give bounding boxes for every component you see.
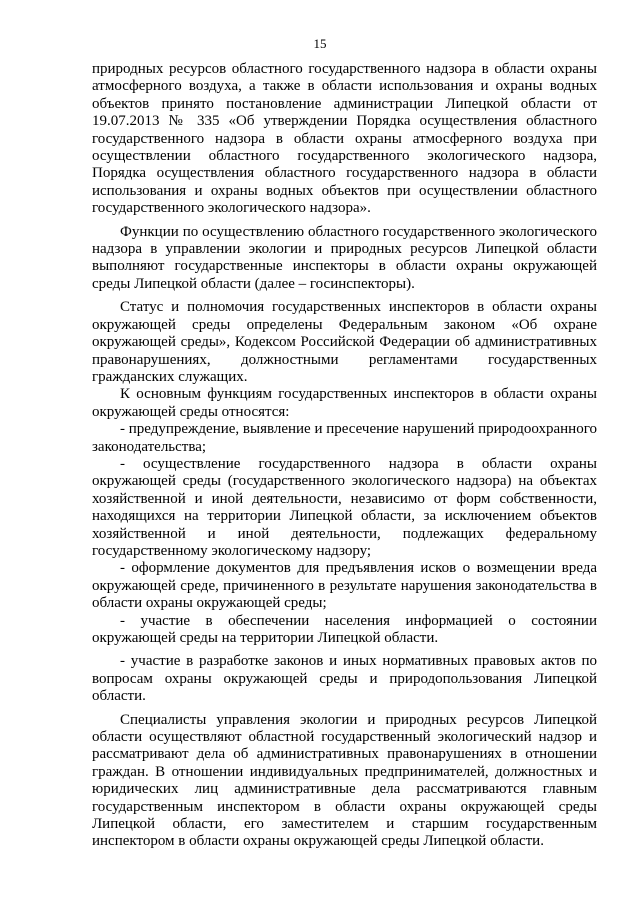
list-item-legislation: - участие в разработке законов и иных нормативных правовых актов по вопросам охраны окружающей среды и природопользования Липецкой области.: [92, 653, 597, 705]
paragraph-functions: Функции по осуществлению областного государственного экологического надзора в управлении экологии и природных ресурсов Липецкой области выполняют государственные инспекторы в области охраны окружающей среды Липецкой области (далее – госинспекторы).: [92, 223, 597, 292]
list-item-supervision: - осуществление государственного надзора в области охраны окружающей среды (государственного экологического надзора) на объектах хозяйственной и иной деятельности, независимо от форм собственности, находящихся на территории Липецкой области, за исключением объектов хозяйственной и иной деятельности, подлежащих федеральному государственному экологическому надзору;: [92, 455, 597, 559]
paragraph-main-functions: К основным функциям государственных инспекторов в области охраны окружающей среды относятся:: [92, 386, 597, 420]
paragraph-decree: природных ресурсов областного государственного надзора в области охраны атмосферного воздуха, а также в области использования и охраны водных объектов принято постановление администрации Липецкой области от 19.07.2013 № 335 «Об утверждении Порядка осуществления областного государственного надзора в области охраны атмосферного воздуха при осуществлении областного государственного экологического надзора, Порядка осуществления областного государственного надзора в области использования и охраны водных объектов при осуществлении областного государственного экологического надзора».: [92, 61, 597, 217]
list-item-information: - участие в обеспечении населения информацией о состоянии окружающей среды на территории Липецкой области.: [92, 612, 597, 646]
page-number: 15: [313, 36, 327, 51]
paragraph-specialists: Специалисты управления экологии и природных ресурсов Липецкой области осуществляют областной государственный экологический надзор и рассматривают дела об административных правонарушениях в отношении граждан. В отношении индивидуальных предпринимателей, должностных и юридических лиц административные дела рассматриваются главным государственным инспектором в области охраны окружающей среды Липецкой области, его заместителем и старшим государственным инспектором в области охраны окружающей среды Липецкой области.: [92, 711, 597, 850]
list-item-prevention: - предупреждение, выявление и пресечение нарушений природоохранного законодательства;: [92, 421, 597, 455]
paragraph-status: Статус и полномочия государственных инспекторов в области охраны окружающей среды определены Федеральным законом «Об охране окружающей среды», Кодексом Российской Федерации об административных правонарушениях, должностными регламентами государственных гражданских служащих.: [92, 299, 597, 385]
document-body: [92, 61, 597, 851]
list-item-claims: - оформление документов для предъявления исков о возмещении вреда окружающей среде, причиненного в результате нарушения законодательства в области охраны окружающей среды;: [92, 560, 597, 612]
